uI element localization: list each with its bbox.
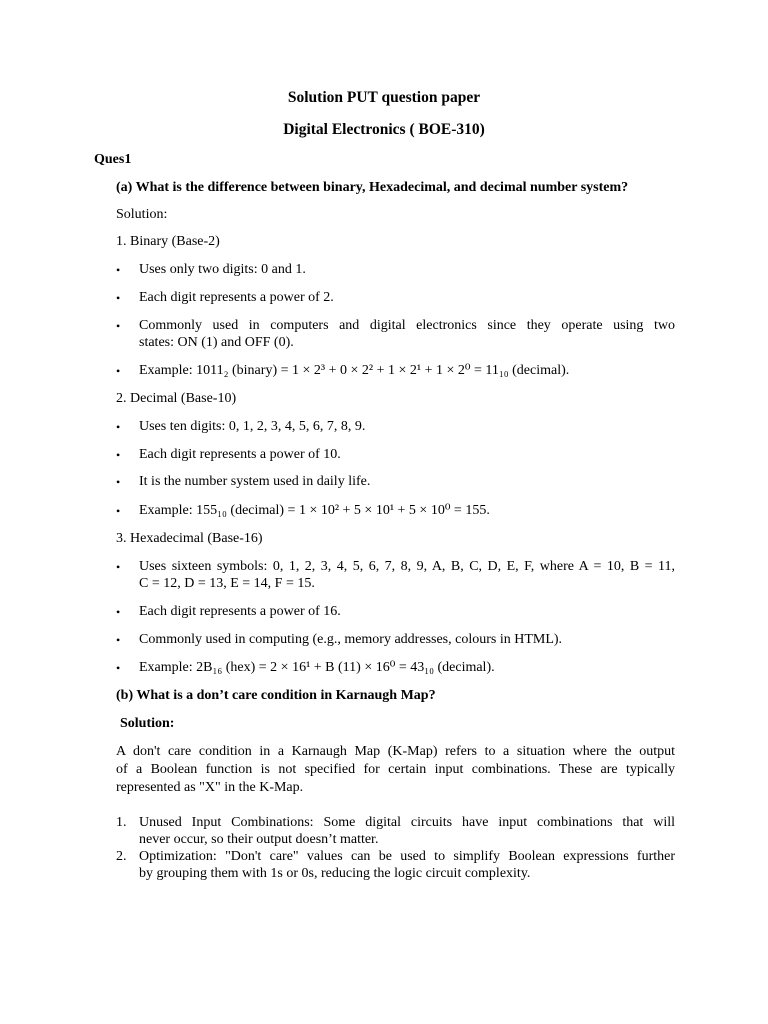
- part-a-question: (a) What is the difference between binary, Hexadecimal, and decimal number system?: [116, 180, 629, 195]
- hexadecimal-bullet-4: Example: 2B₁₆ (hex) = 2 × 16¹ + B (11) × 16⁰ = 43₁₀ (decimal).: [139, 660, 495, 675]
- bullet-marker: •: [116, 291, 121, 305]
- list-item-2-line-2: by grouping them with 1s or 0s, reducing the logic circuit complexity.: [139, 866, 531, 881]
- bullet-marker: •: [116, 560, 121, 574]
- hexadecimal-bullet-1-line-2: C = 12, D = 13, E = 14, F = 15.: [139, 576, 315, 591]
- part-b-paragraph-line-2: of a Boolean function is not specified for certain input combinations. These are typically: [116, 762, 675, 777]
- part-b-solution-label: Solution:: [120, 716, 175, 731]
- document-subtitle: Digital Electronics ( BOE-310): [283, 121, 485, 138]
- binary-bullet-4: Example: 1011₂ (binary) = 1 × 2³ + 0 × 2² + 1 × 2¹ + 1 × 2⁰ = 11₁₀ (decimal).: [139, 363, 570, 378]
- bullet-marker: •: [116, 633, 121, 647]
- bullet-marker: •: [116, 605, 121, 619]
- binary-bullet-3-line-2: states: ON (1) and OFF (0).: [139, 335, 294, 350]
- hexadecimal-bullet-1-line-1: Uses sixteen symbols: 0, 1, 2, 3, 4, 5, 6, 7, 8, 9, A, B, C, D, E, F, where A = 10, B = 11,: [139, 559, 675, 574]
- bullet-marker: •: [116, 661, 121, 675]
- part-a-solution-label: Solution:: [116, 207, 168, 222]
- binary-bullet-1: Uses only two digits: 0 and 1.: [139, 262, 306, 277]
- document-title: Solution PUT question paper: [287, 89, 481, 106]
- list-marker-1: 1.: [116, 815, 127, 830]
- bullet-marker: •: [116, 263, 121, 277]
- list-item-1-line-2: never occur, so their output doesn’t matter.: [139, 832, 379, 847]
- part-b-paragraph-line-3: represented as "X" in the K-Map.: [116, 780, 304, 795]
- hexadecimal-bullet-2: Each digit represents a power of 16.: [139, 604, 341, 619]
- decimal-bullet-4: Example: 155₁₀ (decimal) = 1 × 10² + 5 × 10¹ + 5 × 10⁰ = 155.: [139, 503, 490, 518]
- binary-heading: 1. Binary (Base-2): [116, 234, 220, 249]
- bullet-marker: •: [116, 420, 121, 434]
- list-item-2-line-1: Optimization: "Don't care" values can be used to simplify Boolean expressions further: [139, 849, 675, 864]
- decimal-bullet-2: Each digit represents a power of 10.: [139, 447, 341, 462]
- bullet-marker: •: [116, 504, 121, 518]
- question-label: Ques1: [94, 152, 132, 167]
- list-item-1-line-1: Unused Input Combinations: Some digital circuits have input combinations that will: [139, 815, 675, 830]
- list-marker-2: 2.: [116, 849, 127, 864]
- bullet-marker: •: [116, 475, 121, 489]
- part-b-question: (b) What is a don’t care condition in Karnaugh Map?: [116, 688, 436, 703]
- decimal-heading: 2. Decimal (Base-10): [116, 391, 237, 406]
- binary-bullet-2: Each digit represents a power of 2.: [139, 290, 334, 305]
- hexadecimal-bullet-3: Commonly used in computing (e.g., memory addresses, colours in HTML).: [139, 632, 563, 647]
- bullet-marker: •: [116, 319, 121, 333]
- bullet-marker: •: [116, 448, 121, 462]
- decimal-bullet-1: Uses ten digits: 0, 1, 2, 3, 4, 5, 6, 7, 8, 9.: [139, 419, 366, 434]
- hexadecimal-heading: 3. Hexadecimal (Base-16): [116, 531, 263, 546]
- part-b-paragraph-line-1: A don't care condition in a Karnaugh Map (K-Map) refers to a situation where the output: [116, 744, 675, 759]
- bullet-marker: •: [116, 364, 121, 378]
- decimal-bullet-3: It is the number system used in daily life.: [139, 474, 371, 489]
- binary-bullet-3-line-1: Commonly used in computers and digital electronics since they operate using two: [139, 318, 675, 333]
